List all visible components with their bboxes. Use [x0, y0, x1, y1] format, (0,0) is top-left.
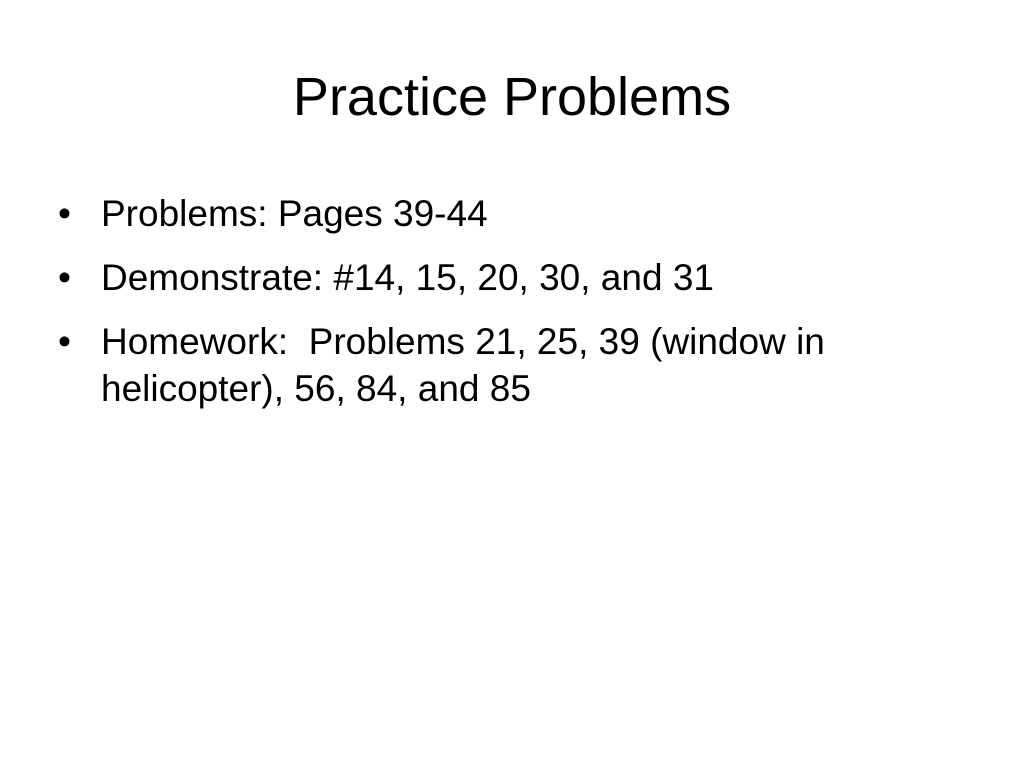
bullet-marker: •: [58, 257, 71, 298]
bullet-marker: •: [58, 321, 71, 362]
bullet-list: [58, 190, 958, 429]
bullet-item-demonstrate: [58, 254, 958, 301]
bullet-item-problems: [58, 190, 958, 237]
slide-title: Practice Problems: [292, 67, 732, 127]
bullet-item-homework: [58, 318, 958, 412]
bullet-text: Demonstrate: #14, 15, 20, 30, and 31: [101, 257, 714, 298]
bullet-text: Homework: Problems 21, 25, 39 (window in helicopter), 56, 84, and 85: [101, 321, 836, 409]
bullet-text: Problems: Pages 39-44: [101, 193, 488, 234]
bullet-marker: •: [58, 193, 71, 234]
